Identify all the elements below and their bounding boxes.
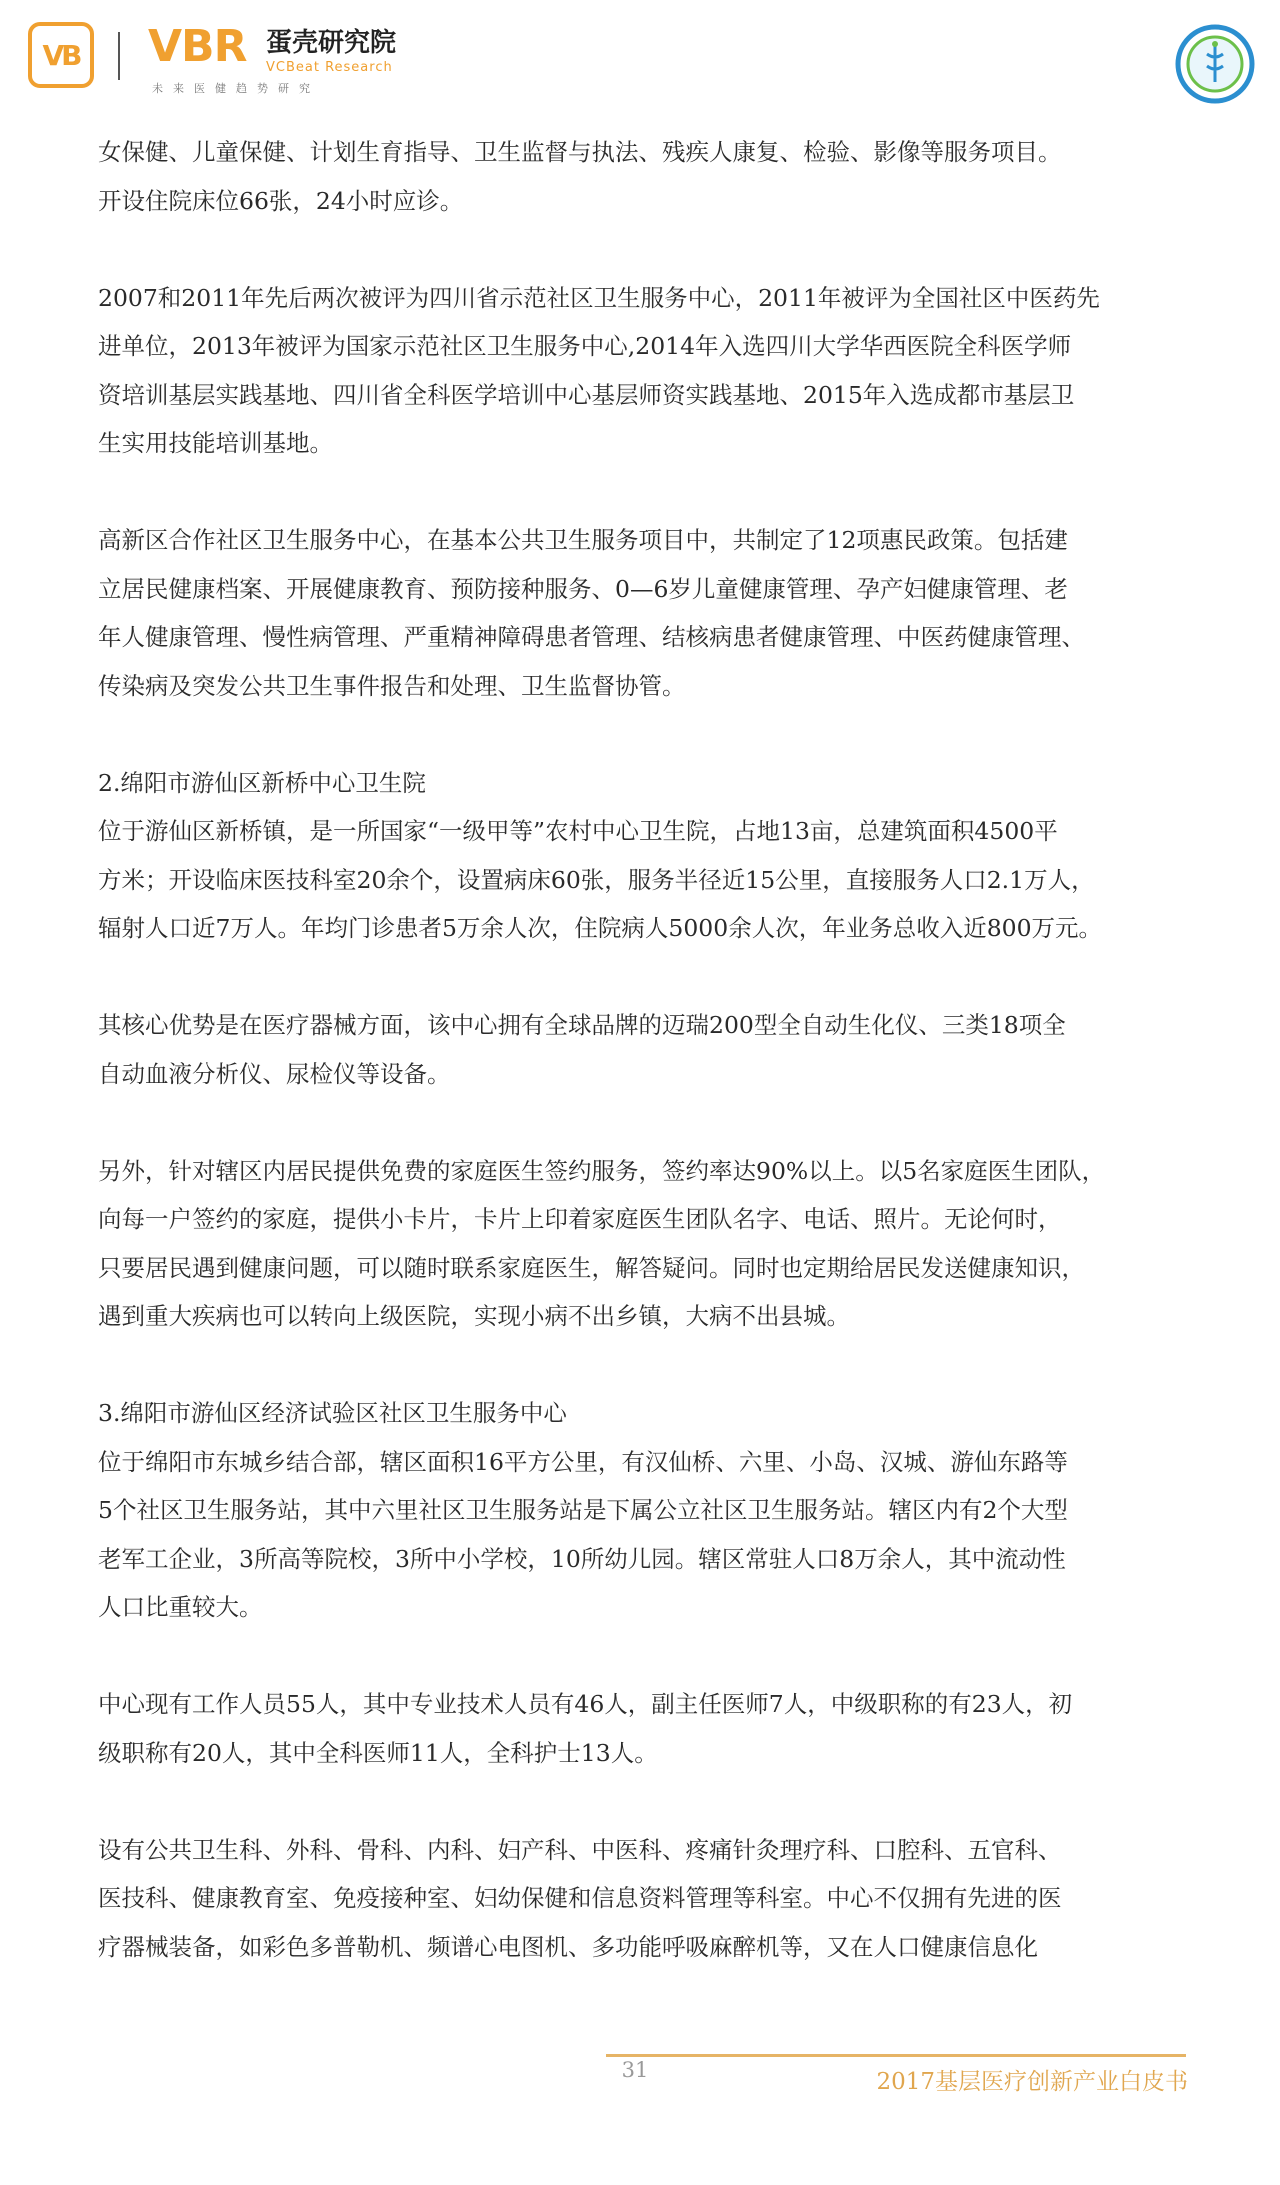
text-line: 位于绵阳市东城乡结合部，辖区面积16平方公里，有汉仙桥、六里、小岛、汉城、游仙东路等 [98,1447,1068,1476]
association-seal-icon [1175,24,1255,104]
text-line: 中心现有工作人员55人，其中专业技术人员有46人，副主任医师7人，中级职称的有23人，初 [98,1690,1073,1718]
text-line: 开设住院床位66张，24小时应诊。 [98,186,464,215]
book-title: 2017基层医疗创新产业白皮书 [876,2069,1188,2095]
paragraph-gap [98,710,1218,759]
vb-logo [28,22,94,88]
brand-tagline: 未来医健趋势研究 [152,82,320,95]
text-line: 其核心优势是在医疗器械方面，该中心拥有全球品牌的迈瑞200型全自动生化仪、三类18项全 [98,1011,1066,1039]
paragraph-gap [98,1777,1218,1826]
text-line: 年人健康管理、慢性病管理、严重精神障碍患者管理、结核病患者健康管理、中医药健康管理、 [98,623,1085,651]
text-line: 传染病及突发公共卫生事件报告和处理、卫生监督协管。 [98,671,686,700]
text-line: 级职称有20人，其中全科医师11人，全科护士13人。 [98,1738,658,1767]
paragraph [98,1001,1218,1098]
text-line: 老军工企业，3所高等院校，3所中小学校，10所幼儿园。辖区常驻人口8万余人，其中流动性 [98,1544,1066,1573]
paragraph-gap [98,1632,1218,1681]
text-line: 位于游仙区新桥镇，是一所国家“一级甲等”农村中心卫生院，占地13亩，总建筑面积4500平 [98,817,1058,845]
paragraph [98,274,1218,468]
footer-rule [606,2054,1186,2057]
paragraph [98,759,1218,953]
text-line: 辐射人口近7万人。年均门诊患者5万余人次，住院病人5000余人次，年业务总收入近800万元。 [98,914,1103,942]
paragraph [98,128,1218,225]
paragraph [98,1389,1218,1632]
paragraph-gap [98,225,1218,274]
paragraph [98,1147,1218,1341]
vb-logo-text: VB [42,38,80,72]
text-line: 设有公共卫生科、外科、骨科、内科、妇产科、中医科、疼痛针灸理疗科、口腔科、五官科、 [98,1835,1062,1864]
paragraph-gap [98,468,1218,517]
paragraph [98,1826,1218,1972]
text-line: 自动血液分析仪、尿检仪等设备。 [98,1059,451,1088]
text-line: 方米；开设临床医技科室20余个，设置病床60张，服务半径近15公里，直接服务人口2.1万人， [98,865,1095,894]
text-line: 生实用技能培训基地。 [98,429,333,457]
text-line: 5个社区卫生服务站，其中六里社区卫生服务站是下属公立社区卫生服务站。辖区内有2个大型 [98,1496,1068,1524]
text-line: 资培训基层实践基地、四川省全科医学培训中心基层师资实践基地、2015年入选成都市基层卫 [98,380,1075,409]
document-body [98,128,1218,1971]
text-line: 立居民健康档案、开展健康教育、预防接种服务、0—6岁儿童健康管理、孕产妇健康管理、老 [98,574,1068,603]
text-line: 遇到重大疾病也可以转向上级医院，实现小病不出乡镇，大病不出县城。 [98,1302,850,1330]
paragraph-gap [98,953,1218,1002]
text-line: 进单位，2013年被评为国家示范社区卫生服务中心,2014年入选四川大学华西医院全科医学师 [98,332,1072,360]
page-header [0,0,1280,120]
page-number: 31 [621,2058,649,2082]
text-line: 医技科、健康教育室、免疫接种室、妇幼保健和信息资料管理等科室。中心不仅拥有先进的医 [98,1884,1062,1912]
text-line: 女保健、儿童保健、计划生育指导、卫生监督与执法、残疾人康复、检验、影像等服务项目。 [98,138,1062,166]
text-line: 人口比重较大。 [98,1593,263,1621]
paragraph-gap [98,1341,1218,1390]
text-line: 另外，针对辖区内居民提供免费的家庭医生签约服务，签约率达90%以上。以5名家庭医生团队， [98,1156,1106,1185]
text-line: 2007和2011年先后两次被评为四川省示范社区卫生服务中心，2011年被评为全国社区中医药先 [98,283,1100,312]
text-line: 疗器械装备，如彩色多普勒机、频谱心电图机、多功能呼吸麻醉机等，又在人口健康信息化 [98,1932,1038,1961]
paragraph [98,1680,1218,1777]
brand-name-en: VCBeat Research [266,60,393,75]
header-divider [118,32,120,80]
vbr-mark: VBR [148,21,247,72]
paragraph [98,516,1218,710]
text-line: 3.绵阳市游仙区经济试验区社区卫生服务中心 [98,1399,567,1427]
brand-name-cn: 蛋壳研究院 [266,28,397,58]
text-line: 只要居民遇到健康问题，可以随时联系家庭医生，解答疑问。同时也定期给居民发送健康知识， [98,1253,1085,1282]
text-line: 向每一户签约的家庭，提供小卡片，卡片上印着家庭医生团队名字、电话、照片。无论何时， [98,1205,1062,1233]
text-line: 高新区合作社区卫生服务中心，在基本公共卫生服务项目中，共制定了12项惠民政策。包括建 [98,526,1068,554]
text-line: 2.绵阳市游仙区新桥中心卫生院 [98,768,426,797]
vcbeat-research-logo [148,21,448,95]
paragraph-gap [98,1098,1218,1147]
